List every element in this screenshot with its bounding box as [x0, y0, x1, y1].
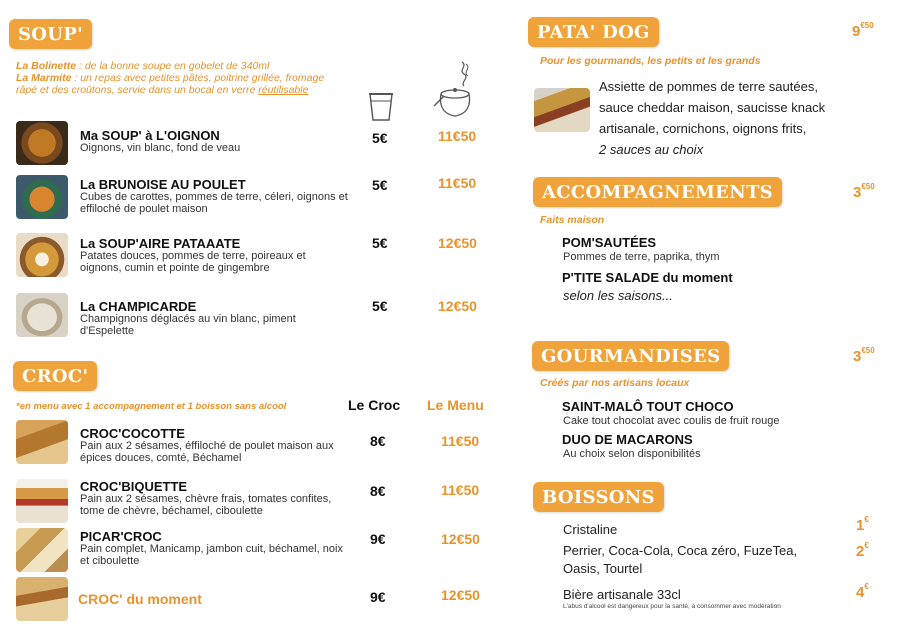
croc-item-name: CROC'BIQUETTE [80, 479, 188, 494]
soup-price-marmite: 11€50 [438, 175, 477, 191]
bolinette-text: : de la bonne soupe en gobelet de 340ml [76, 60, 270, 72]
boisson-item: Bière artisanale 33cl [563, 587, 681, 602]
croc-item [80, 479, 355, 517]
accomp-price-cents: €50 [861, 182, 875, 191]
soup-price-bolinette: 5€ [372, 130, 388, 146]
soup-item-image [16, 293, 68, 337]
croc-item-name: CROC' du moment [78, 591, 202, 607]
gourm-title: GOURMANDISES [532, 341, 729, 371]
soup-item [80, 236, 350, 274]
patadog-title: PATA' DOG [528, 17, 659, 47]
accomp-item-desc: selon les saisons... [563, 288, 673, 303]
croc-col-croc: Le Croc [348, 397, 401, 413]
soup-item-desc: Cubes de carottes, pommes de terre, céleri, oignons et effiloché de poulet maison [80, 191, 348, 215]
gourm-subtitle: Créés par nos artisans locaux [540, 377, 690, 389]
patadog-description [599, 76, 825, 160]
soup-item [80, 128, 350, 155]
boisson-price-main: 4 [856, 584, 865, 601]
patadog-price-main: 9 [852, 23, 861, 40]
patadog-price-cents: €50 [860, 21, 874, 30]
croc-menu-price: 11€50 [441, 482, 480, 498]
soup-price-bolinette: 5€ [372, 298, 388, 314]
soup-item-name: La CHAMPICARDE [80, 299, 197, 314]
marmite-label: La Marmite [16, 72, 72, 84]
croc-item [80, 529, 355, 567]
croc-note: *en menu avec 1 accompagnement et 1 boisson sans alcool [16, 401, 287, 412]
accomp-price [853, 182, 875, 201]
croc-price: 8€ [370, 433, 386, 449]
croc-item-image [16, 479, 68, 523]
patadog-image [534, 88, 590, 132]
soup-price-bolinette: 5€ [372, 177, 388, 193]
croc-item-desc: Pain aux 2 sésames, chèvre frais, tomates confites, tome de chèvre, béchamel, ciboulette [80, 493, 332, 517]
patadog-line: 2 sauces au choix [599, 142, 704, 157]
boisson-price-euro: € [864, 582, 869, 591]
croc-item-name: PICAR'CROC [80, 529, 162, 544]
croc-item-image [16, 577, 68, 621]
gourm-price-main: 3 [853, 348, 862, 365]
soup-price-bolinette: 5€ [372, 235, 388, 251]
boisson-item: Cristaline [563, 522, 618, 537]
gourm-item-name: SAINT-MALÔ TOUT CHOCO [562, 399, 734, 414]
croc-menu-price: 11€50 [441, 433, 480, 449]
croc-menu-price: 12€50 [441, 587, 480, 603]
croc-item-desc: Pain aux 2 sésames, éffiloché de poulet maison aux épices douces, comté, Béchamel [80, 440, 334, 464]
croc-price: 8€ [370, 483, 386, 499]
boisson-price [856, 582, 869, 601]
soup-price-marmite: 11€50 [438, 128, 477, 144]
croc-price: 9€ [370, 589, 386, 605]
soup-title: SOUP' [9, 19, 92, 49]
croc-col-menu: Le Menu [427, 397, 484, 413]
boisson-price-main: 1 [856, 517, 865, 534]
patadog-subtitle: Pour les gourmands, les petits et les grands [540, 55, 761, 67]
boisson-item-line: Perrier, Coca-Cola, Coca zéro, FuzeTea, [563, 543, 798, 558]
croc-item-image [16, 528, 68, 572]
croc-title: CROC' [13, 361, 97, 391]
accomp-item-name: P'TITE SALADE du moment [562, 270, 733, 285]
boisson-price [856, 541, 869, 560]
soup-item [80, 177, 350, 215]
patadog-line: artisanale, cornichons, oignons frits, [599, 121, 807, 136]
gourm-price [853, 346, 875, 365]
accomp-item-name: POM'SAUTÉES [562, 235, 657, 250]
croc-item-desc: Pain complet, Manicamp, jambon cuit, béchamel, noix et ciboulette [80, 543, 343, 567]
soup-price-marmite: 12€50 [438, 235, 477, 251]
boisson-price [856, 515, 869, 534]
boisson-item-line: Oasis, Tourtel [563, 561, 643, 576]
soup-item-name: La SOUP'AIRE PATAAATE [80, 236, 241, 251]
patadog-price [852, 21, 874, 40]
boisson-item [563, 542, 797, 578]
gourm-item-desc: Au choix selon disponibilités [563, 448, 701, 460]
accomp-title: ACCOMPAGNEMENTS [533, 177, 782, 207]
accomp-item-desc: Pommes de terre, paprika, thym [563, 251, 720, 263]
patadog-line: Assiette de pommes de terre sautées, [599, 79, 818, 94]
accomp-price-main: 3 [853, 184, 862, 201]
boisson-price-euro: € [864, 515, 869, 524]
boissons-title: BOISSONS [533, 482, 664, 512]
soup-item-image [16, 121, 68, 165]
soup-item-name: Ma SOUP' à L'OIGNON [80, 128, 220, 143]
accomp-subtitle: Faits maison [540, 214, 605, 226]
cup-icon [368, 90, 394, 127]
croc-item-image [16, 420, 68, 464]
patadog-line: sauce cheddar maison, saucisse knack [599, 100, 826, 115]
soup-item-name: La BRUNOISE AU POULET [80, 177, 246, 192]
alcohol-disclaimer: L'abus d'alcool est dangereux pour la santé, à consommer avec modération [563, 603, 781, 610]
boisson-price-main: 2 [856, 543, 865, 560]
gourm-price-cents: €50 [861, 346, 875, 355]
soup-note [16, 60, 346, 96]
gourm-item-desc: Cake tout chocolat avec coulis de fruit rouge [563, 415, 780, 427]
bolinette-label: La Bolinette [16, 60, 77, 72]
croc-menu-price: 12€50 [441, 531, 480, 547]
reusable-text: réutilisable [258, 84, 309, 96]
boisson-price-euro: € [864, 541, 869, 550]
jar-icon [432, 60, 478, 125]
croc-price: 9€ [370, 531, 386, 547]
soup-item-desc: Oignons, vin blanc, fond de veau [80, 142, 241, 154]
soup-item-image [16, 175, 68, 219]
croc-item-name: CROC'COCOTTE [80, 426, 185, 441]
marmite-text: : un repas avec petites pâtes, poitrine grillée, fromage râpé et des croûtons, servie dans un bocal en verre [16, 72, 325, 96]
soup-item-desc: Patates douces, pommes de terre, poireaux et oignons, cumin et pointe de gingembre [80, 250, 306, 274]
soup-price-marmite: 12€50 [438, 298, 477, 314]
soup-item [80, 299, 350, 337]
gourm-item-name: DUO DE MACARONS [562, 432, 693, 447]
croc-item [80, 426, 355, 464]
soup-item-desc: Champignons déglacés au vin blanc, piment d'Espelette [80, 313, 296, 337]
soup-item-image [16, 233, 68, 277]
